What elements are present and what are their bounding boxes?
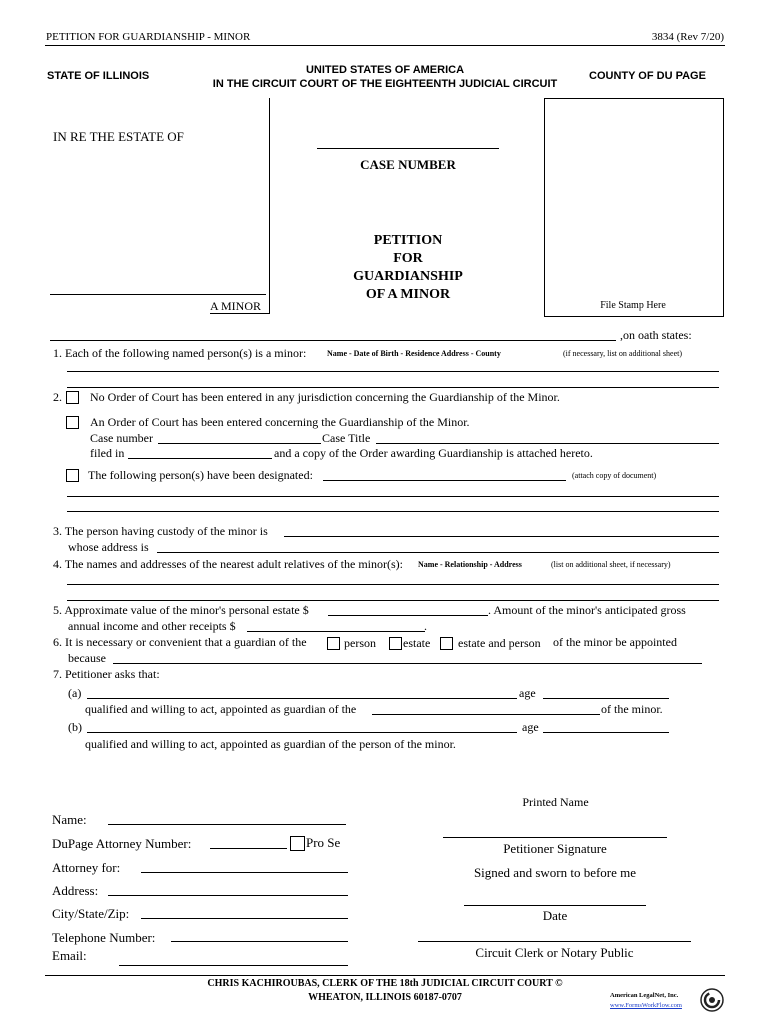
in-re-label: IN RE THE ESTATE OF	[53, 129, 184, 144]
case-number-label: CASE NUMBER	[360, 157, 456, 172]
no-order-checkbox[interactable]	[66, 391, 79, 404]
designated-line-2[interactable]	[67, 496, 719, 497]
item7a-age-label: age	[519, 686, 536, 700]
because-label: because	[68, 651, 106, 665]
item1-line-2[interactable]	[67, 387, 719, 388]
estate-value-input[interactable]	[328, 615, 488, 616]
city-label: City/State/Zip:	[52, 906, 130, 921]
country-label: UNITED STATES OF AMERICA	[305, 64, 465, 76]
footer-clerk: CHRIS KACHIROUBAS, CLERK OF THE 18th JUDICIAL CIRCUIT COURT ©	[207, 978, 563, 989]
item1-line-1[interactable]	[67, 371, 719, 372]
printed-name-label: Printed Name	[522, 795, 589, 809]
petitioner-signature-line[interactable]	[443, 837, 667, 838]
telephone-input[interactable]	[171, 941, 348, 942]
publisher-badge	[606, 986, 726, 1016]
filed-in-input[interactable]	[128, 458, 272, 459]
copy-attached-text: and a copy of the Order awarding Guardianship is attached hereto.	[274, 446, 593, 460]
designated-note: (attach copy of document)	[572, 471, 657, 480]
item7-text: 7. Petitioner asks that:	[53, 667, 160, 681]
city-input[interactable]	[141, 918, 348, 919]
case-title-input[interactable]	[376, 443, 719, 444]
publisher-website[interactable]: www.FormsWorkFlow.com	[610, 1002, 682, 1009]
email-input[interactable]	[119, 965, 348, 966]
a-minor-label: A MINOR	[210, 299, 262, 313]
estate-label: estate	[403, 636, 431, 650]
designated-checkbox[interactable]	[66, 469, 79, 482]
state-label: STATE OF ILLINOIS	[47, 70, 150, 82]
address-input[interactable]	[108, 895, 348, 896]
petitioner-signature-label: Petitioner Signature	[503, 841, 607, 856]
pro-se-checkbox[interactable]	[290, 836, 305, 851]
court-label: IN THE CIRCUIT COURT OF THE EIGHTEENTH JUDICIAL CIRCUIT	[212, 78, 558, 90]
case-number-field-label: Case number	[90, 431, 153, 445]
header-rule	[45, 45, 725, 46]
form-title: PETITION FOR GUARDIANSHIP - MINOR	[46, 31, 251, 43]
person-label: person	[344, 636, 376, 650]
custodian-address-input[interactable]	[157, 552, 719, 553]
signed-sworn-label: Signed and sworn to before me	[473, 865, 637, 880]
file-stamp-label: File Stamp Here	[600, 300, 666, 311]
designated-label: The following person(s) have been designated:	[88, 468, 313, 482]
address-label: Address:	[52, 883, 99, 898]
item6-tail: of the minor be appointed	[553, 635, 677, 649]
item7a-of-minor: of the minor.	[601, 702, 663, 716]
pro-se-label: Pro Se	[306, 835, 341, 850]
attorney-number-input[interactable]	[210, 848, 287, 849]
oath-label: ,on oath states:	[620, 328, 692, 342]
attorney-for-label: Attorney for:	[52, 860, 121, 875]
relatives-line-1[interactable]	[67, 584, 719, 585]
date-label: Date	[542, 908, 568, 923]
footer-address: WHEATON, ILLINOIS 60187-0707	[308, 992, 462, 1003]
a-minor-rule	[210, 313, 270, 314]
designated-input[interactable]	[323, 480, 566, 481]
relatives-line-2[interactable]	[67, 600, 719, 601]
name-label: Name:	[52, 812, 87, 827]
attorney-number-label: DuPage Attorney Number:	[52, 836, 192, 851]
item1-fields: Name - Date of Birth - Residence Address - County	[327, 349, 501, 358]
custodian-input[interactable]	[284, 536, 719, 537]
item7a-qualified: qualified and willing to act, appointed as guardian of the	[85, 702, 357, 716]
minor-name-line[interactable]	[50, 294, 266, 295]
item7b-label: (b)	[68, 720, 82, 734]
guardian-b-name-input[interactable]	[87, 732, 517, 733]
name-input[interactable]	[108, 824, 346, 825]
no-order-label: No Order of Court has been entered in any jurisdiction concerning the Guardianship of the Minor.	[90, 390, 560, 404]
petition-title-2: FOR	[393, 251, 423, 266]
item2-num: 2.	[53, 390, 62, 404]
publisher-name: American LegalNet, Inc.	[610, 992, 679, 999]
order-entered-checkbox[interactable]	[66, 416, 79, 429]
because-input[interactable]	[113, 663, 702, 664]
estate-and-person-checkbox[interactable]	[440, 637, 453, 650]
guardian-a-age-input[interactable]	[543, 698, 669, 699]
income-input[interactable]	[247, 631, 425, 632]
item7a-label: (a)	[68, 686, 82, 700]
guardian-a-name-input[interactable]	[87, 698, 517, 699]
petition-title-3: GUARDIANSHIP	[353, 269, 463, 284]
date-line[interactable]	[464, 905, 646, 906]
designated-line-3[interactable]	[67, 511, 719, 512]
item5-text2: . Amount of the minor's anticipated gross	[488, 603, 686, 617]
item6-text: 6. It is necessary or convenient that a guardian of the	[53, 635, 307, 649]
case-number-line[interactable]	[317, 148, 499, 149]
item3-address-label: whose address is	[68, 540, 149, 554]
item1-note: (if necessary, list on additional sheet)	[563, 349, 682, 358]
guardian-b-age-input[interactable]	[543, 732, 669, 733]
case-number-input[interactable]	[158, 443, 321, 444]
case-title-label: Case Title	[322, 431, 371, 445]
item1-text: 1. Each of the following named person(s) is a minor:	[53, 346, 307, 360]
item4-fields: Name - Relationship - Address	[418, 560, 522, 569]
item5-text: 5. Approximate value of the minor's personal estate $	[53, 603, 309, 617]
clerk-notary-label: Circuit Clerk or Notary Public	[475, 945, 634, 960]
petition-title-4: OF A MINOR	[365, 287, 451, 302]
person-checkbox[interactable]	[327, 637, 340, 650]
county-label: COUNTY OF DU PAGE	[589, 70, 706, 82]
publisher-logo-icon	[700, 988, 724, 1012]
item4-note: (list on additional sheet, if necessary)	[551, 560, 671, 569]
item7b-age-label: age	[522, 720, 539, 734]
caption-divider	[269, 98, 270, 313]
petitioner-name-line[interactable]	[50, 340, 616, 341]
telephone-label: Telephone Number:	[52, 930, 156, 945]
order-entered-label: An Order of Court has been entered concerning the Guardianship of the Minor.	[90, 415, 470, 429]
item7b-qualified: qualified and willing to act, appointed as guardian of the person of the minor.	[85, 737, 456, 751]
estate-checkbox[interactable]	[389, 637, 402, 650]
filed-in-label: filed in	[90, 446, 125, 460]
file-stamp-box	[544, 98, 724, 317]
guardian-a-type-input[interactable]	[372, 714, 600, 715]
email-label: Email:	[52, 948, 87, 963]
item4-text: 4. The names and addresses of the nearest adult relatives of the minor(s):	[53, 557, 403, 571]
attorney-for-input[interactable]	[141, 872, 348, 873]
item5-line2: annual income and other receipts $	[68, 619, 236, 633]
estate-and-person-label: estate and person	[458, 636, 541, 650]
petition-title-1: PETITION	[373, 233, 443, 248]
item3-text: 3. The person having custody of the minor is	[53, 524, 268, 538]
form-number: 3834 (Rev 7/20)	[651, 31, 724, 43]
clerk-notary-line[interactable]	[418, 941, 691, 942]
footer-rule	[45, 975, 725, 976]
item5-period: .	[424, 619, 427, 633]
